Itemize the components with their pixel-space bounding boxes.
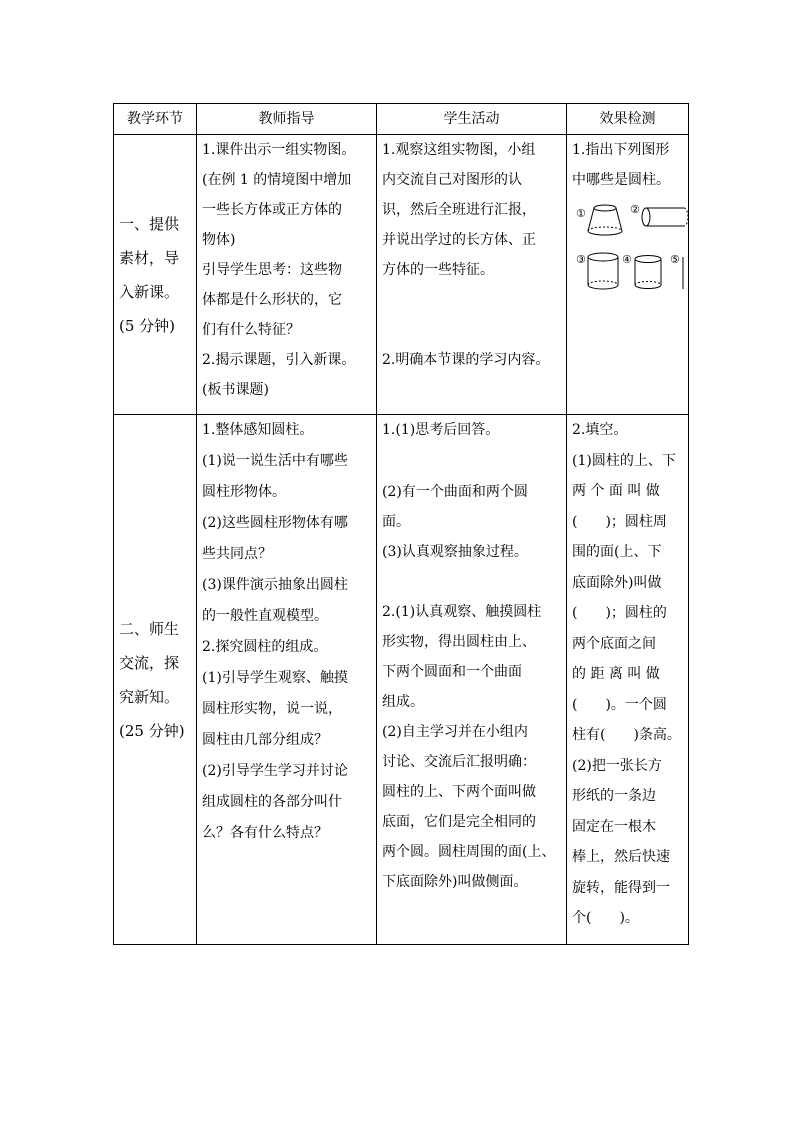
teacher-text: (板书课题): [202, 382, 269, 398]
table-row: [114, 135, 689, 415]
student-text: 下两个圆面和一个曲面: [382, 664, 522, 680]
cylinder-figures-image: [572, 197, 690, 293]
check-text: 1.指出下列图形: [572, 142, 670, 158]
teacher-text: 圆柱形物体。: [202, 484, 286, 500]
stage-text: 入新课。: [119, 282, 180, 301]
student-text: 两个圆。圆柱周围的面(上、: [382, 844, 556, 860]
teacher-text: 们有什么特征？: [202, 322, 300, 338]
check-cell: [567, 415, 689, 945]
table-header-row: [114, 104, 689, 135]
stage-text: (5 分钟): [119, 316, 176, 335]
table-row: [114, 415, 689, 945]
check-text: 柱有( )条高。: [572, 727, 681, 743]
check-text: 两 个 面 叫 做: [572, 483, 660, 499]
student-text: (2)自主学习并在小组内: [382, 724, 528, 740]
check-text: ( )。一个圆: [572, 696, 667, 713]
check-text: 的 距 离 叫 做: [572, 666, 660, 682]
check-text: 棒上，然后快速: [572, 849, 670, 865]
teacher-text: 组成圆柱的各部分叫什: [202, 794, 342, 810]
student-text: 底面，它们是完全相同的: [382, 814, 536, 830]
check-text: ( )；圆柱的: [572, 605, 667, 621]
teacher-cell: [197, 135, 377, 415]
stage-text: 究新知。: [119, 687, 180, 706]
teacher-text: 物体): [202, 232, 236, 248]
lesson-plan-table: [113, 103, 689, 945]
student-text: 识，然后全班进行汇报，: [382, 202, 536, 218]
student-cell: [377, 135, 567, 415]
student-text: 形实物，得出圆柱由上、: [382, 634, 536, 650]
student-text: 1.观察这组实物图，小组: [382, 142, 536, 158]
student-text: 并说出学过的长方体、正: [382, 232, 536, 248]
check-text: 底面除外)叫做: [572, 574, 662, 591]
check-text: (2)把一张长方: [572, 757, 662, 774]
teacher-text: (2)这些圆柱形物体有哪: [202, 515, 348, 531]
check-text: 围的面(上、下: [572, 544, 662, 560]
check-text: 两个底面之间: [572, 635, 656, 652]
shape-label-5: ⑤: [670, 253, 680, 266]
teacher-text: 一些长方体或正方体的: [202, 202, 342, 218]
teacher-text: 体都是什么形状的，它: [202, 292, 342, 308]
teacher-text: 1.课件出示一组实物图。: [202, 142, 356, 158]
student-text: 讨论、交流后汇报明确：: [382, 754, 536, 770]
teacher-text: (1)说一说生活中有哪些: [202, 453, 348, 469]
student-text: 组成。: [382, 694, 424, 710]
stage-text: (25 分钟): [119, 721, 185, 740]
student-text: 内交流自己对图形的认: [382, 172, 522, 188]
teacher-text: 1.整体感知圆柱。: [202, 422, 314, 438]
teacher-text: 的一般性直观模型。: [202, 608, 328, 624]
shape-figures: [572, 197, 690, 293]
student-text: 方体的一些特征。: [382, 262, 494, 278]
check-text: 固定在一根木: [572, 818, 656, 835]
teacher-text: (3)课件演示抽象出圆柱: [202, 577, 348, 593]
student-text: 下底面除外)叫做侧面。: [382, 874, 528, 890]
stage-cell: [114, 135, 197, 415]
check-text: 形纸的一条边: [572, 788, 656, 804]
teacher-text: 些共同点？: [202, 546, 272, 562]
student-text: 圆柱的上、下两个面叫做: [382, 784, 536, 800]
check-cell: [567, 135, 689, 415]
stage-text: 素材，导: [119, 248, 180, 267]
teacher-cell: [197, 415, 377, 945]
stage-text: 一、提供: [119, 214, 180, 233]
shape-label-2: ②: [630, 203, 640, 216]
shape-label-4: ④: [622, 253, 632, 266]
header-teacher: 教师指导: [197, 104, 377, 135]
teacher-text: (2)引导学生学习并讨论: [202, 763, 348, 779]
teacher-text: (1)引导学生观察、触摸: [202, 670, 348, 686]
check-text: 2.填空。: [572, 422, 628, 438]
check-text: 个( )。: [572, 910, 639, 926]
teacher-text: (在例 1 的情境图中增加: [202, 172, 352, 188]
teacher-text: 么？各有什么特点？: [202, 825, 328, 841]
teacher-text: 引导学生思考：这些物: [202, 262, 342, 278]
check-text: (1)圆柱的上、下: [572, 452, 676, 469]
student-text: (2)有一个曲面和两个圆: [382, 484, 528, 500]
check-text: 中哪些是圆柱。: [572, 172, 670, 188]
shape-label-3: ③: [576, 253, 586, 266]
student-cell: [377, 415, 567, 945]
student-text: 2.明确本节课的学习内容。: [382, 352, 550, 368]
stage-text: 二、师生: [119, 619, 180, 638]
stage-cell: [114, 415, 197, 945]
header-stage: 教学环节: [114, 104, 197, 135]
teacher-text: 2.揭示课题，引入新课。: [202, 352, 356, 368]
header-check: 效果检测: [567, 104, 689, 135]
shape-label-1: ①: [576, 207, 586, 220]
teacher-text: 2.探究圆柱的组成。: [202, 639, 328, 655]
student-text: 1.(1)思考后回答。: [382, 422, 500, 438]
student-text: 2.(1)认真观察、触摸圆柱: [382, 604, 542, 620]
header-student: 学生活动: [377, 104, 567, 135]
check-text: ( )；圆柱周: [572, 513, 667, 530]
teacher-text: 圆柱由几部分组成？: [202, 732, 328, 748]
teacher-text: 圆柱形实物，说一说，: [202, 701, 342, 717]
check-text: 旋转，能得到一: [572, 879, 670, 896]
student-text: 面。: [382, 514, 410, 530]
student-text: (3)认真观察抽象过程。: [382, 544, 528, 560]
stage-text: 交流，探: [119, 653, 180, 672]
